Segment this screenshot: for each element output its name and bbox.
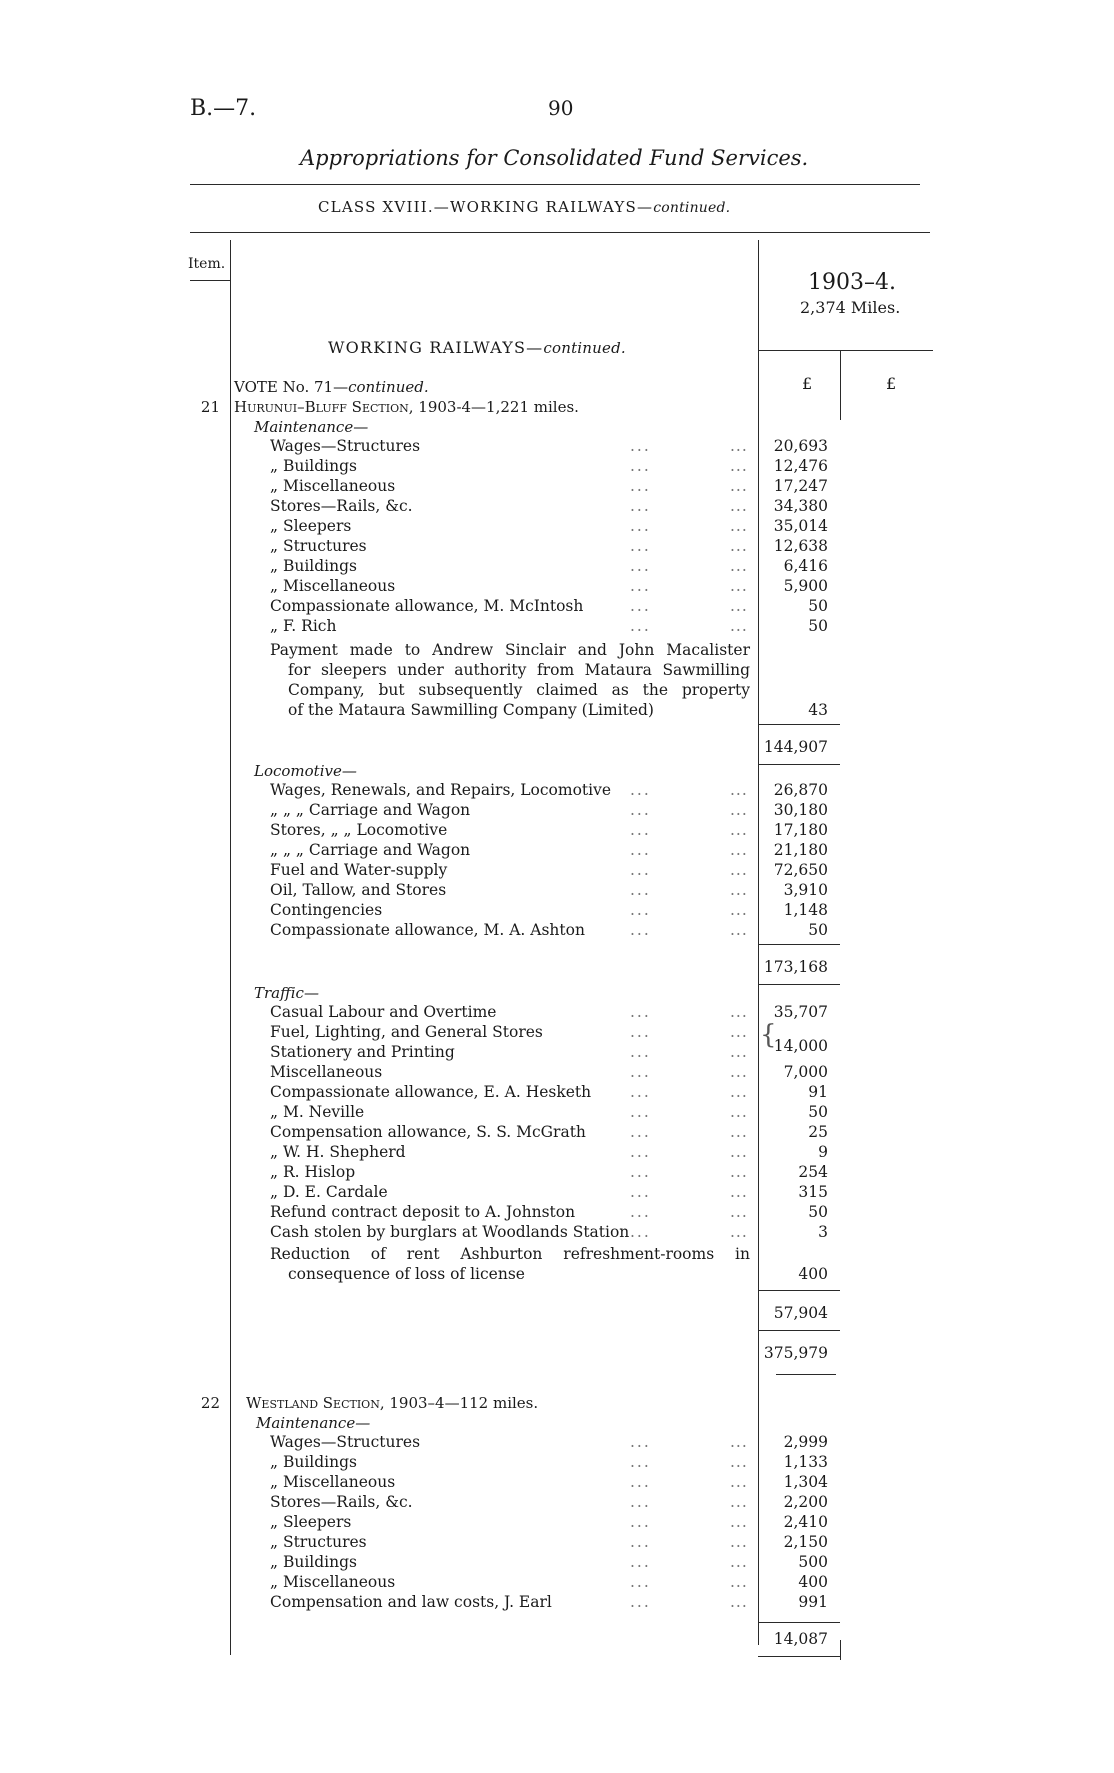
row-label: „ Buildings bbox=[270, 1553, 357, 1571]
item-22-maintenance-row bbox=[270, 1492, 750, 1512]
pound-sign-column-1: £ bbox=[802, 374, 813, 393]
leader-dots: ... bbox=[730, 1143, 748, 1161]
row-label: Refund contract deposit to A. Johnston bbox=[270, 1203, 576, 1221]
row-label: Fuel, Lighting, and General Stores bbox=[270, 1023, 543, 1041]
leader-dots: ... bbox=[730, 1553, 748, 1571]
item-21-locomotive-subtotal-rule bbox=[758, 944, 840, 945]
row-amount: 315 bbox=[798, 1183, 828, 1201]
leader-dots: ... bbox=[630, 1593, 651, 1611]
leader-dots: ... bbox=[730, 1023, 748, 1041]
item-21-payment-paragraph: Payment made to Andrew Sinclair and John Macalister for sleepers under authority from Mataura Sawmilling Company, but subsequently claimed as the property of the Mataura Sawmilling Company (Limited) bbox=[270, 641, 750, 719]
row-amount: 7,000 bbox=[783, 1063, 828, 1081]
leader-dots: ... bbox=[630, 1203, 651, 1221]
leader-dots: ... bbox=[630, 1003, 651, 1021]
leader-dots: ... bbox=[730, 617, 748, 635]
leader-dots: ... bbox=[730, 1573, 748, 1591]
leader-dots: ... bbox=[630, 1513, 651, 1531]
item-21-locomotive-row bbox=[270, 860, 750, 880]
item-21-maintenance-subtotal: 144,907 bbox=[763, 738, 828, 756]
leader-dots: ... bbox=[630, 801, 651, 819]
item-21-maintenance-subtotal-rule-bottom bbox=[758, 764, 840, 765]
leader-dots: ... bbox=[630, 477, 651, 495]
item-21-maintenance-row bbox=[270, 436, 750, 456]
row-amount: 50 bbox=[808, 1103, 828, 1121]
leader-dots: ... bbox=[730, 1453, 748, 1471]
leader-dots: ... bbox=[630, 1223, 651, 1241]
item-22-maintenance-row bbox=[270, 1432, 750, 1452]
item-21-traffic-subtotal: 57,904 bbox=[773, 1304, 828, 1322]
item-22-maintenance-row bbox=[270, 1512, 750, 1532]
leader-dots: ... bbox=[730, 1183, 748, 1201]
item-22-maintenance-row bbox=[270, 1532, 750, 1552]
item-number-21: 21 bbox=[200, 398, 220, 416]
page-number: 90 bbox=[548, 96, 574, 120]
item-21-traffic-row bbox=[270, 1202, 750, 1222]
year-heading: 1903–4. bbox=[808, 270, 896, 295]
row-amount: 500 bbox=[798, 1553, 828, 1571]
leader-dots: ... bbox=[630, 577, 651, 595]
leader-dots: ... bbox=[730, 861, 748, 879]
item-21-traffic-row bbox=[270, 1102, 750, 1122]
row-label: „ F. Rich bbox=[270, 617, 337, 635]
row-amount: 2,410 bbox=[783, 1513, 828, 1531]
row-amount: 50 bbox=[808, 597, 828, 615]
item-21-maintenance-row bbox=[270, 516, 750, 536]
row-amount: 1,133 bbox=[783, 1453, 828, 1471]
leader-dots: ... bbox=[630, 1123, 651, 1141]
item-number-22: 22 bbox=[200, 1394, 220, 1412]
item-21-locomotive-row bbox=[270, 840, 750, 860]
row-label: Compensation and law costs, J. Earl bbox=[270, 1593, 552, 1611]
leader-dots: ... bbox=[730, 1043, 748, 1061]
row-amount: 17,180 bbox=[773, 821, 828, 839]
row-label: „ „ „ Carriage and Wagon bbox=[270, 841, 471, 859]
section-title: WORKING RAILWAYS—continued. bbox=[328, 338, 626, 357]
item-21-title: Hurunui–Bluff Section, 1903-4—1,221 miles. bbox=[234, 398, 579, 416]
item-21-maintenance-row bbox=[270, 576, 750, 596]
row-label: „ Buildings bbox=[270, 457, 357, 475]
leader-dots: ... bbox=[630, 1103, 651, 1121]
row-label: „ R. Hislop bbox=[270, 1163, 356, 1181]
row-label: „ Buildings bbox=[270, 1453, 357, 1471]
item-21-locomotive-subtotal-rule-bottom bbox=[758, 984, 840, 985]
leader-dots: ... bbox=[730, 1123, 748, 1141]
leader-dots: ... bbox=[630, 1163, 651, 1181]
item-column-divider bbox=[230, 240, 231, 1655]
leader-dots: ... bbox=[730, 1063, 748, 1081]
item-21-traffic-row bbox=[270, 1122, 750, 1142]
row-amount: 991 bbox=[798, 1593, 828, 1611]
leader-dots: ... bbox=[730, 597, 748, 615]
row-label: Stores, „ „ Locomotive bbox=[270, 821, 448, 839]
row-amount: 3 bbox=[818, 1223, 828, 1241]
row-amount: 1,148 bbox=[783, 901, 828, 919]
row-label: Miscellaneous bbox=[270, 1063, 383, 1081]
leader-dots: ... bbox=[630, 457, 651, 475]
row-amount: 12,476 bbox=[773, 457, 828, 475]
row-amount: 21,180 bbox=[773, 841, 828, 859]
item-21-locomotive-heading: Locomotive— bbox=[254, 762, 357, 780]
row-label: Compensation allowance, S. S. McGrath bbox=[270, 1123, 586, 1141]
leader-dots: ... bbox=[730, 557, 748, 575]
item-21-locomotive-subtotal: 173,168 bbox=[763, 958, 828, 976]
leader-dots: ... bbox=[630, 841, 651, 859]
item-column-header: Item. bbox=[188, 256, 226, 272]
leader-dots: ... bbox=[730, 821, 748, 839]
item-21-maintenance-row bbox=[270, 556, 750, 576]
item-21-traffic-row bbox=[270, 1162, 750, 1182]
row-label: „ Structures bbox=[270, 1533, 367, 1551]
row-label: „ Miscellaneous bbox=[270, 577, 396, 595]
class-heading: CLASS XVIII.—WORKING RAILWAYS—continued. bbox=[318, 198, 731, 216]
leader-dots: ... bbox=[730, 1223, 748, 1241]
row-label: Fuel and Water-supply bbox=[270, 861, 448, 879]
leader-dots: ... bbox=[730, 517, 748, 535]
leader-dots: ... bbox=[630, 1533, 651, 1551]
leader-dots: ... bbox=[630, 497, 651, 515]
leader-dots: ... bbox=[730, 457, 748, 475]
item-22-title: Westland Section, 1903–4—112 miles. bbox=[246, 1394, 539, 1412]
vote-heading: VOTE No. 71—continued. bbox=[234, 378, 429, 396]
item-21-locomotive-row bbox=[270, 900, 750, 920]
leader-dots: ... bbox=[730, 1493, 748, 1511]
item-21-locomotive-row bbox=[270, 800, 750, 820]
item-21-locomotive-row bbox=[270, 880, 750, 900]
item-header-underline bbox=[190, 280, 230, 281]
leader-dots: ... bbox=[630, 1553, 651, 1571]
row-label: Contingencies bbox=[270, 901, 383, 919]
item-21-maintenance-row bbox=[270, 536, 750, 556]
leader-dots: ... bbox=[630, 881, 651, 899]
item-21-total: 375,979 bbox=[763, 1344, 828, 1362]
row-amount: 30,180 bbox=[773, 801, 828, 819]
row-label: „ Miscellaneous bbox=[270, 477, 396, 495]
row-amount: 50 bbox=[808, 617, 828, 635]
row-label: Wages—Structures bbox=[270, 437, 421, 455]
row-amount: 6,416 bbox=[783, 557, 828, 575]
leader-dots: ... bbox=[730, 497, 748, 515]
row-amount: 5,900 bbox=[783, 577, 828, 595]
row-label: Wages—Structures bbox=[270, 1433, 421, 1451]
leader-dots: ... bbox=[630, 537, 651, 555]
row-amount: 9 bbox=[818, 1143, 828, 1161]
item-22-maintenance-subtotal-rule bbox=[758, 1622, 840, 1623]
leader-dots: ... bbox=[630, 1573, 651, 1591]
leader-dots: ... bbox=[630, 617, 651, 635]
row-label: Compassionate allowance, M. McIntosh bbox=[270, 597, 584, 615]
leader-dots: ... bbox=[630, 1023, 651, 1041]
item-21-maintenance-row bbox=[270, 496, 750, 516]
row-label: „ Buildings bbox=[270, 557, 357, 575]
item-21-traffic-row bbox=[270, 1042, 750, 1062]
leader-dots: ... bbox=[730, 1433, 748, 1451]
leader-dots: ... bbox=[730, 921, 748, 939]
leader-dots: ... bbox=[730, 1103, 748, 1121]
leader-dots: ... bbox=[730, 437, 748, 455]
row-label: „ Miscellaneous bbox=[270, 1473, 396, 1491]
leader-dots: ... bbox=[730, 881, 748, 899]
row-amount: 254 bbox=[798, 1163, 828, 1181]
leader-dots: ... bbox=[730, 1003, 748, 1021]
leader-dots: ... bbox=[730, 537, 748, 555]
item-21-locomotive-row bbox=[270, 920, 750, 940]
item-22-maintenance-row bbox=[270, 1572, 750, 1592]
item-21-payment-amount: 43 bbox=[808, 701, 828, 719]
row-label: Compassionate allowance, E. A. Hesketh bbox=[270, 1083, 592, 1101]
item-22-maintenance-row bbox=[270, 1592, 750, 1612]
leader-dots: ... bbox=[630, 921, 651, 939]
row-label: Wages, Renewals, and Repairs, Locomotive bbox=[270, 781, 612, 799]
row-amount: 34,380 bbox=[773, 497, 828, 515]
item-21-maintenance-row bbox=[270, 616, 750, 636]
item-22-maintenance-subtotal-rule-bottom bbox=[758, 1656, 840, 1657]
item-22-maintenance-row bbox=[270, 1552, 750, 1572]
row-amount: 50 bbox=[808, 921, 828, 939]
leader-dots: ... bbox=[630, 821, 651, 839]
amount-column-right-divider-bottom bbox=[840, 1640, 841, 1660]
leader-dots: ... bbox=[630, 1063, 651, 1081]
row-amount: 72,650 bbox=[773, 861, 828, 879]
item-21-maintenance-row bbox=[270, 456, 750, 476]
item-21-traffic-subtotal-rule-bottom bbox=[758, 1330, 840, 1331]
item-21-traffic-row bbox=[270, 1222, 750, 1242]
leader-dots: ... bbox=[730, 1083, 748, 1101]
leader-dots: ... bbox=[730, 1203, 748, 1221]
leader-dots: ... bbox=[730, 841, 748, 859]
leader-dots: ... bbox=[630, 557, 651, 575]
leader-dots: ... bbox=[630, 781, 651, 799]
leader-dots: ... bbox=[630, 1453, 651, 1471]
leader-dots: ... bbox=[630, 1473, 651, 1491]
item-22-maintenance-heading: Maintenance— bbox=[256, 1414, 371, 1432]
item-21-total-rule bbox=[776, 1374, 836, 1375]
leader-dots: ... bbox=[630, 901, 651, 919]
leader-dots: ... bbox=[630, 597, 651, 615]
year-heading-rule bbox=[758, 350, 933, 351]
item-21-maintenance-row bbox=[270, 596, 750, 616]
leader-dots: ... bbox=[730, 577, 748, 595]
row-amount: 2,999 bbox=[783, 1433, 828, 1451]
miles-heading: 2,374 Miles. bbox=[800, 298, 901, 317]
row-label: „ Miscellaneous bbox=[270, 1573, 396, 1591]
item-21-traffic-row bbox=[270, 1022, 750, 1042]
row-amount: 91 bbox=[808, 1083, 828, 1101]
item-21-locomotive-row bbox=[270, 820, 750, 840]
row-label: Oil, Tallow, and Stores bbox=[270, 881, 447, 899]
row-amount: 17,247 bbox=[773, 477, 828, 495]
item-22-maintenance-row bbox=[270, 1472, 750, 1492]
row-amount: 26,870 bbox=[773, 781, 828, 799]
leader-dots: ... bbox=[630, 1083, 651, 1101]
item-21-traffic-subtotal-rule bbox=[758, 1290, 840, 1291]
row-label: „ D. E. Cardale bbox=[270, 1183, 388, 1201]
item-21-traffic-braced-amount: 14,000 bbox=[773, 1037, 828, 1055]
item-21-reduction-paragraph: Reduction of rent Ashburton refreshment-rooms in consequence of loss of license bbox=[270, 1245, 750, 1283]
item-21-traffic-row bbox=[270, 1082, 750, 1102]
row-amount: 35,707 bbox=[773, 1003, 828, 1021]
row-label: „ Sleepers bbox=[270, 1513, 352, 1531]
row-label: Compassionate allowance, M. A. Ashton bbox=[270, 921, 585, 939]
leader-dots: ... bbox=[730, 1593, 748, 1611]
leader-dots: ... bbox=[730, 1513, 748, 1531]
row-amount: 3,910 bbox=[783, 881, 828, 899]
amount-column-right-divider bbox=[840, 350, 841, 420]
row-label: „ Sleepers bbox=[270, 517, 352, 535]
row-amount: 50 bbox=[808, 1203, 828, 1221]
row-label: Stores—Rails, &c. bbox=[270, 1493, 413, 1511]
header-rule-top bbox=[190, 184, 920, 185]
item-21-traffic-row bbox=[270, 1062, 750, 1082]
leader-dots: ... bbox=[630, 1183, 651, 1201]
item-21-traffic-row bbox=[270, 1182, 750, 1202]
pound-sign-column-2: £ bbox=[886, 374, 897, 393]
amount-brace: { bbox=[760, 1020, 777, 1050]
item-21-maintenance-heading: Maintenance— bbox=[254, 418, 369, 436]
row-label: „ W. H. Shepherd bbox=[270, 1143, 406, 1161]
row-amount: 12,638 bbox=[773, 537, 828, 555]
leader-dots: ... bbox=[630, 1433, 651, 1451]
item-21-traffic-heading: Traffic— bbox=[254, 984, 319, 1002]
leader-dots: ... bbox=[630, 1493, 651, 1511]
leader-dots: ... bbox=[730, 1473, 748, 1491]
item-22-maintenance-row bbox=[270, 1452, 750, 1472]
row-label: „ „ „ Carriage and Wagon bbox=[270, 801, 471, 819]
row-label: „ M. Neville bbox=[270, 1103, 365, 1121]
item-21-traffic-row bbox=[270, 1142, 750, 1162]
item-21-traffic-row bbox=[270, 1002, 750, 1022]
page-title: Appropriations for Consolidated Fund Services. bbox=[300, 146, 809, 170]
leader-dots: ... bbox=[630, 1043, 651, 1061]
row-label: Stores—Rails, &c. bbox=[270, 497, 413, 515]
item-21-locomotive-row bbox=[270, 780, 750, 800]
row-amount: 20,693 bbox=[773, 437, 828, 455]
leader-dots: ... bbox=[730, 1163, 748, 1181]
row-label: Cash stolen by burglars at Woodlands Station bbox=[270, 1223, 630, 1241]
item-21-reduction-amount: 400 bbox=[798, 1265, 828, 1283]
leader-dots: ... bbox=[730, 781, 748, 799]
leader-dots: ... bbox=[730, 477, 748, 495]
row-amount: 400 bbox=[798, 1573, 828, 1591]
leader-dots: ... bbox=[630, 1143, 651, 1161]
row-amount: 2,150 bbox=[783, 1533, 828, 1551]
row-amount: 2,200 bbox=[783, 1493, 828, 1511]
header-rule-bottom bbox=[190, 232, 930, 233]
row-amount: 25 bbox=[808, 1123, 828, 1141]
leader-dots: ... bbox=[630, 517, 651, 535]
row-amount: 35,014 bbox=[773, 517, 828, 535]
leader-dots: ... bbox=[730, 801, 748, 819]
leader-dots: ... bbox=[730, 1533, 748, 1551]
leader-dots: ... bbox=[630, 861, 651, 879]
item-22-maintenance-subtotal: 14,087 bbox=[773, 1630, 828, 1648]
leader-dots: ... bbox=[730, 901, 748, 919]
row-label: Casual Labour and Overtime bbox=[270, 1003, 497, 1021]
item-21-maintenance-subtotal-rule bbox=[758, 724, 840, 725]
document-reference: B.—7. bbox=[190, 96, 257, 121]
item-21-maintenance-row bbox=[270, 476, 750, 496]
row-label: „ Structures bbox=[270, 537, 367, 555]
row-amount: 1,304 bbox=[783, 1473, 828, 1491]
leader-dots: ... bbox=[630, 437, 651, 455]
row-label: Stationery and Printing bbox=[270, 1043, 455, 1061]
